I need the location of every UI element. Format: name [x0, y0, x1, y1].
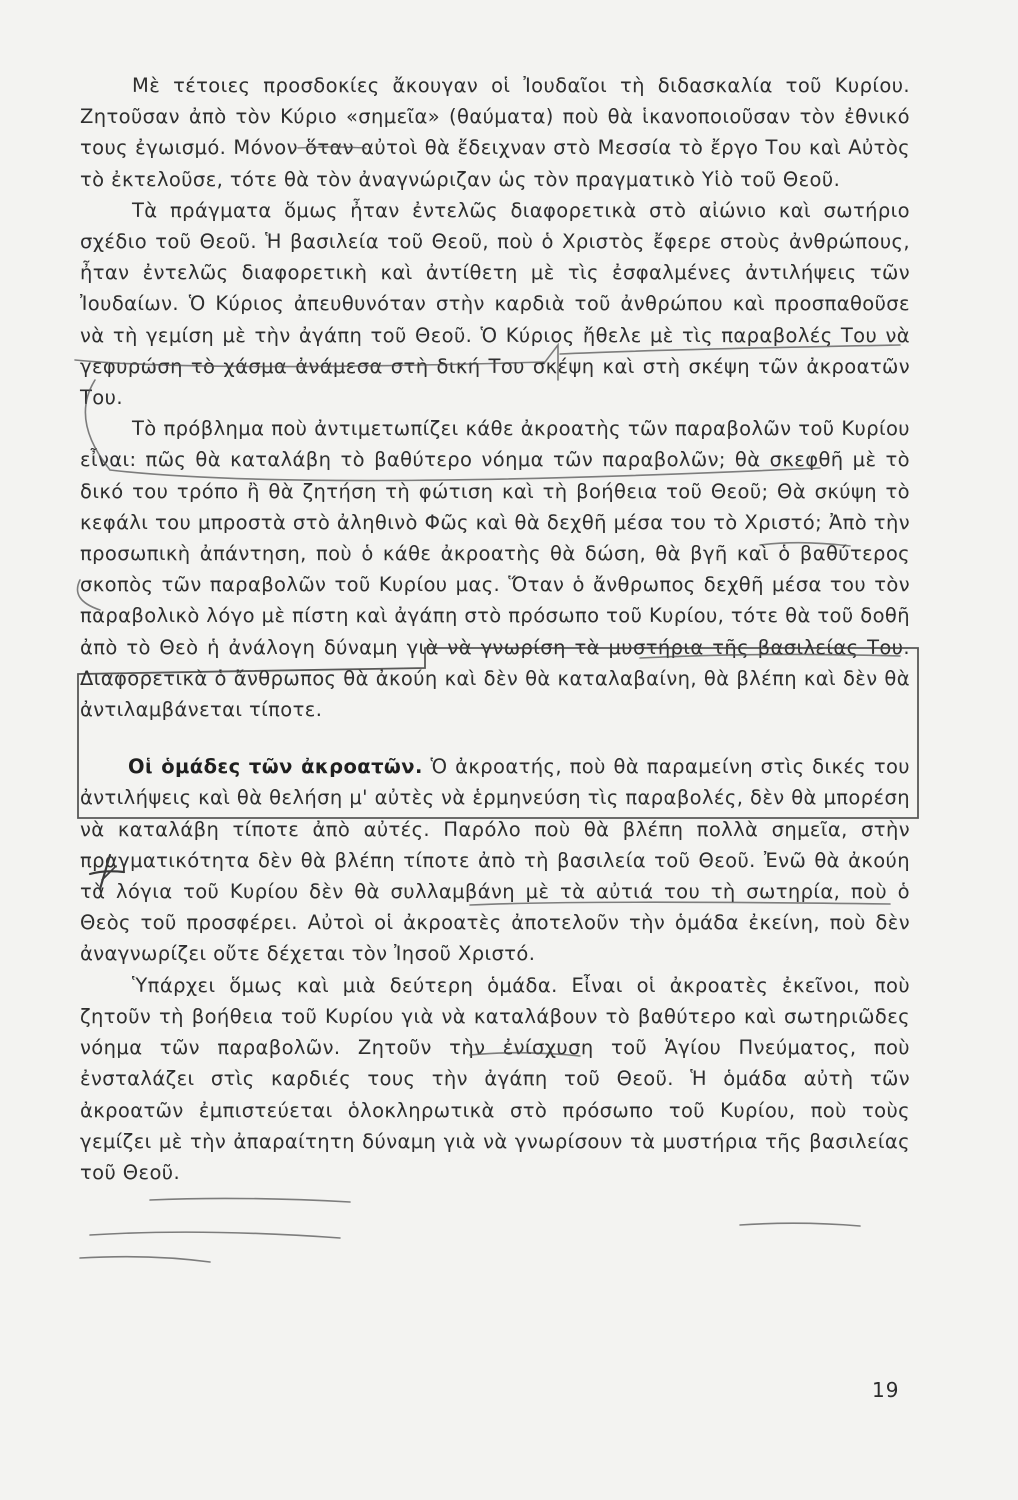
paragraph-2: Τὰ πράγματα ὅμως ἦταν ἐντελῶς διαφορετικὰ στὸ αἰώνιο καὶ σωτήριο σχέδιο τοῦ Θεοῦ. Ἡ βασιλεία τοῦ Θεοῦ, ποὺ ὁ Χριστὸς ἔφερε στοὺς ἀνθρώπους, ἦταν ἐντελῶς διαφορετικὴ καὶ ἀντίθετη μὲ τὶς ἐσφαλμένες ἀντιλήψεις τῶν Ἰουδαίων. Ὁ Κύριος ἀπευθυνόταν στὴν καρδιὰ τοῦ ἀνθρώπου καὶ προσπαθοῦσε νὰ τὴ γεμίση μὲ τὴν ἀγάπη τοῦ Θεοῦ. Ὁ Κύριος ἤθελε μὲ τὶς παραβολές Του νὰ γεφυρώση τὸ χάσμα ἀνάμεσα στὴ δική Του σκέψη καὶ στὴ σκέψη τῶν ἀκροατῶν Του.: [80, 198, 910, 410]
pen-underline: [740, 1223, 860, 1226]
page-number: 19: [872, 1378, 900, 1402]
paragraph-1: Μὲ τέτοιες προσδοκίες ἄκουγαν οἱ Ἰουδαῖοι τὴ διδασκαλία τοῦ Κυρίου. Ζητοῦσαν ἀπὸ τὸν Κύριο «σημεῖα» (θαύματα) ποὺ θὰ ἱκανοποιοῦσαν τὸν ἐθνικό τους ἐγωισμό. Μόνον ὅταν αὐτοὶ θὰ ἔδειχναν στὸ Μεσσία τὸ ἔργο Του καὶ Αὐτὸς τὸ ἐκτελοῦσε, τότε θὰ τὸν ἀναγνώριζαν ὡς τὸν πραγματικὸ Υἱὸ τοῦ Θεοῦ.: [80, 74, 910, 191]
paragraph-4: [80, 751, 910, 969]
pen-underline: [150, 1198, 350, 1202]
handwritten-asterisk-icon: [86, 852, 126, 892]
section-title: Οἱ ὁμάδες τῶν ἀκροατῶν.: [128, 755, 423, 779]
pen-underline: [90, 1232, 340, 1238]
page-text: [80, 70, 910, 1188]
paragraph-4-text: Ὁ ἀκροατής, ποὺ θὰ παραμείνη στὶς δικές του ἀντιλήψεις καὶ θὰ θελήση μ' αὐτὲς νὰ ἑρμηνεύση τὶς παραβολές, δὲν θὰ μπορέση νὰ καταλάβη τίποτε ἀπὸ αὐτές. Παρόλο ποὺ θὰ βλέπη πολλὰ σημεῖα, στὴν πραγματικότητα δὲν θὰ βλέπη τίποτε ἀπὸ τὴ βασιλεία τοῦ Θεοῦ. Ἐνῶ θὰ ἀκούη τὰ λόγια τοῦ Κυρίου δὲν θὰ συλλαμβάνη μὲ τὰ αὐτιά του τὴ σωτηρία, ποὺ ὁ Θεὸς τοῦ προσφέρει. Αὐτοὶ οἱ ἀκροατὲς ἀποτελοῦν τὴν ὁμάδα ἐκείνη, ποὺ δὲν ἀναγνωρίζει οὔτε δέχεται τὸν Ἰησοῦ Χριστό.: [80, 755, 910, 966]
paragraph-3: Τὸ πρόβλημα ποὺ ἀντιμετωπίζει κάθε ἀκροατὴς τῶν παραβολῶν τοῦ Κυρίου εἶναι: πῶς θὰ καταλάβη τὸ βαθύτερο νόημα τῶν παραβολῶν; θὰ σκεφθῆ μὲ τὸ δικό του τρόπο ἢ θὰ ζητήση τὴ φώτιση καὶ τὴ βοήθεια τοῦ Θεοῦ; Θὰ σκύψη τὸ κεφάλι του μπροστὰ στὸ ἀληθινὸ Φῶς καὶ θὰ δεχθῆ μέσα του τὸ Χριστό; Ἀπὸ τὴν προσωπικὴ ἀπάντηση, ποὺ ὁ κάθε ἀκροατὴς θὰ δώση, θὰ βγῆ καὶ ὁ βαθύτερος σκοπὸς τῶν παραβολῶν τοῦ Κυρίου μας. Ὅταν ὁ ἄνθρωπος δεχθῆ μέσα του τὸν παραβολικὸ λόγο μὲ πίστη καὶ ἀγάπη στὸ πρόσωπο τοῦ Κυρίου, τότε θὰ τοῦ δοθῆ ἀπὸ τὸ Θεὸ ἡ ἀνάλογη δύναμη γιὰ νὰ γνωρίση τὰ μυστήρια τῆς βασιλείας Του. Διαφορετικὰ ὁ ἄνθρωπος θὰ ἀκούη καὶ δὲν θὰ καταλαβαίνη, θὰ βλέπη καὶ δὲν θὰ ἀντιλαμβάνεται τίποτε.: [80, 417, 910, 722]
paragraph-5: Ὑπάρχει ὅμως καὶ μιὰ δεύτερη ὁμάδα. Εἶναι οἱ ἀκροατὲς ἐκεῖνοι, ποὺ ζητοῦν τὴ βοήθεια τοῦ Κυρίου γιὰ νὰ καταλάβουν τὸ βαθύτερο καὶ σωτηριῶδες νόημα τῶν παραβολῶν. Ζητοῦν τὴν ἐνίσχυση τοῦ Ἁγίου Πνεύματος, ποὺ ἐνσταλάζει στὶς καρδιές τους τὴν ἀγάπη τοῦ Θεοῦ. Ἡ ὁμάδα αὐτὴ τῶν ἀκροατῶν ἐμπιστεύεται ὁλοκληρωτικὰ στὸ πρόσωπο τοῦ Κυρίου, ποὺ τοὺς γεμίζει μὲ τὴν ἀπαραίτητη δύναμη γιὰ νὰ γνωρίσουν τὰ μυστήρια τῆς βασιλείας τοῦ Θεοῦ.: [80, 973, 910, 1184]
pen-underline: [80, 1257, 210, 1262]
